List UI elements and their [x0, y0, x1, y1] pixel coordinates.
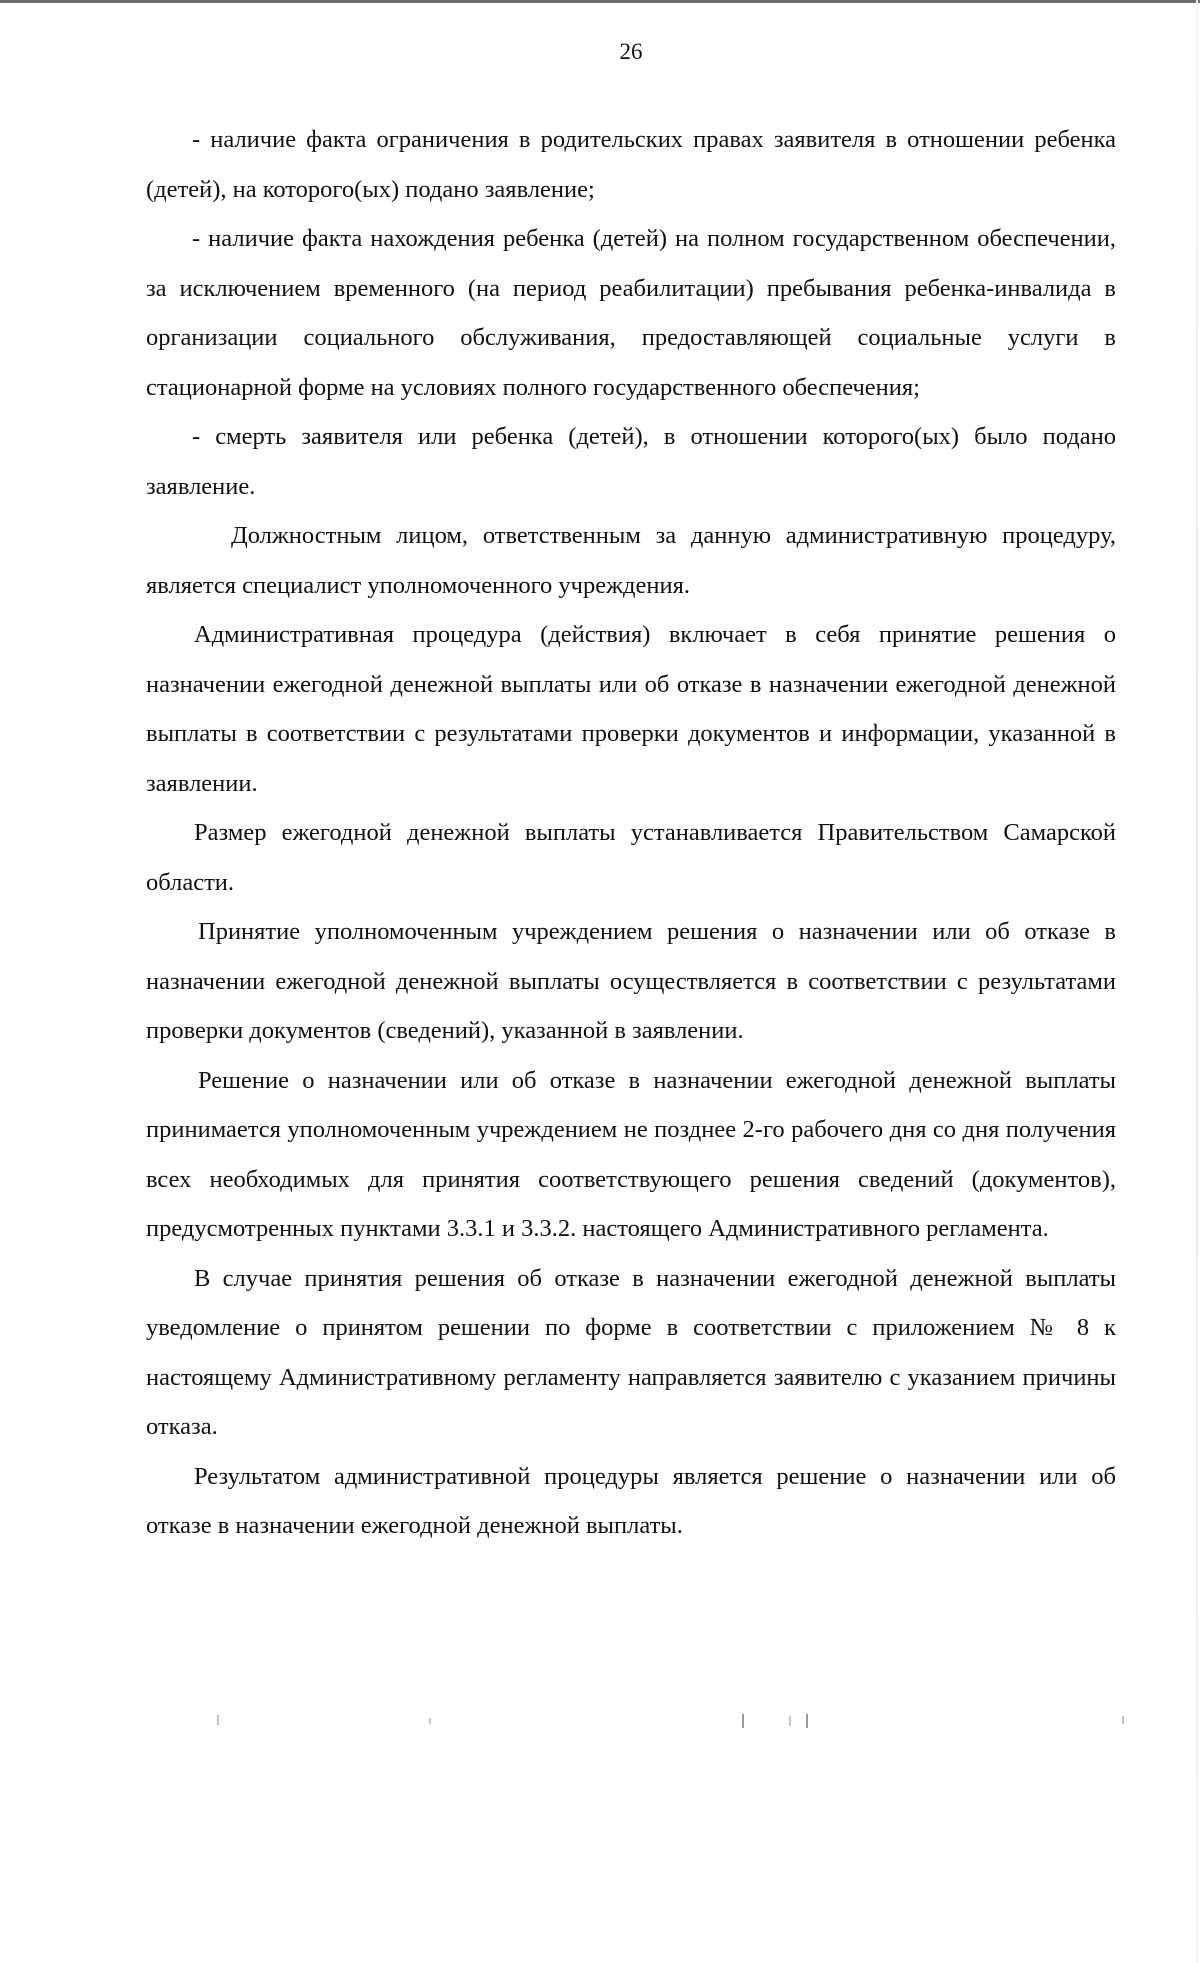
paragraph-decision-basis: Принятие уполномоченным учреждением решения о назначении или об отказе в назначении ежегодной денежной выплаты осуществляется в соответствии с результатами проверки документов (сведений), указанной в заявлении.	[146, 918, 1116, 1044]
paragraph-death: - смерть заявителя или ребенка (детей), в отношении которого(ых) было подано заявление.	[146, 423, 1116, 500]
paragraph-procedure-actions: Административная процедура (действия) включает в себя принятие решения о назначении ежегодной денежной выплаты или об отказе в назначении ежегодной денежной выплаты в соответствии с результатами проверки документов и информации, указанной в заявлении.	[146, 621, 1116, 797]
scan-artifact	[1122, 1716, 1124, 1724]
paragraph-state-support: - наличие факта нахождения ребенка (детей) на полном государственном обеспечении, за исключением временного (на период реабилитации) пребывания ребенка-инвалида в организации социального обслуживания, предоставляющей социальные услуги в стационарной форме на условиях полного государственного обеспечения;	[146, 225, 1116, 401]
paragraph-refusal-notice: В случае принятия решения об отказе в назначении ежегодной денежной выплаты уведомление о принятом решении по форме в соответствии с приложением № 8 к настоящему Административному регламенту направляется заявителю с указанием причины отказа.	[146, 1264, 1116, 1440]
scan-top-border	[0, 0, 1200, 3]
paragraph-procedure-result: Результатом административной процедуры является решение о назначении или об отказе в назначении ежегодной денежной выплаты.	[146, 1462, 1116, 1539]
paragraph-responsible-official: Должностным лицом, ответственным за данную административную процедуру, является специалист уполномоченного учреждения.	[146, 522, 1116, 599]
page-number: 26	[619, 39, 643, 64]
scan-artifact	[429, 1718, 431, 1724]
paragraph-decision-deadline: Решение о назначении или об отказе в назначении ежегодной денежной выплаты принимается уполномоченным учреждением не позднее 2-го рабочего дня со дня получения всех необходимых для принятия соответствующего решения сведений (документов), предусмотренных пунктами 3.3.1 и 3.3.2. настоящего Административного регламента.	[146, 1066, 1116, 1242]
scan-right-edge	[1196, 0, 1198, 1963]
document-body	[146, 115, 1116, 1551]
scan-artifact	[217, 1715, 219, 1725]
paragraph-parental-rights: - наличие факта ограничения в родительских правах заявителя в отношении ребенка (детей), на которого(ых) подано заявление;	[146, 126, 1116, 203]
scan-artifact	[742, 1714, 744, 1728]
paragraph-payment-amount: Размер ежегодной денежной выплаты устанавливается Правительством Самарской области.	[146, 819, 1116, 896]
scan-artifact	[789, 1716, 791, 1726]
scan-artifact	[806, 1714, 808, 1728]
